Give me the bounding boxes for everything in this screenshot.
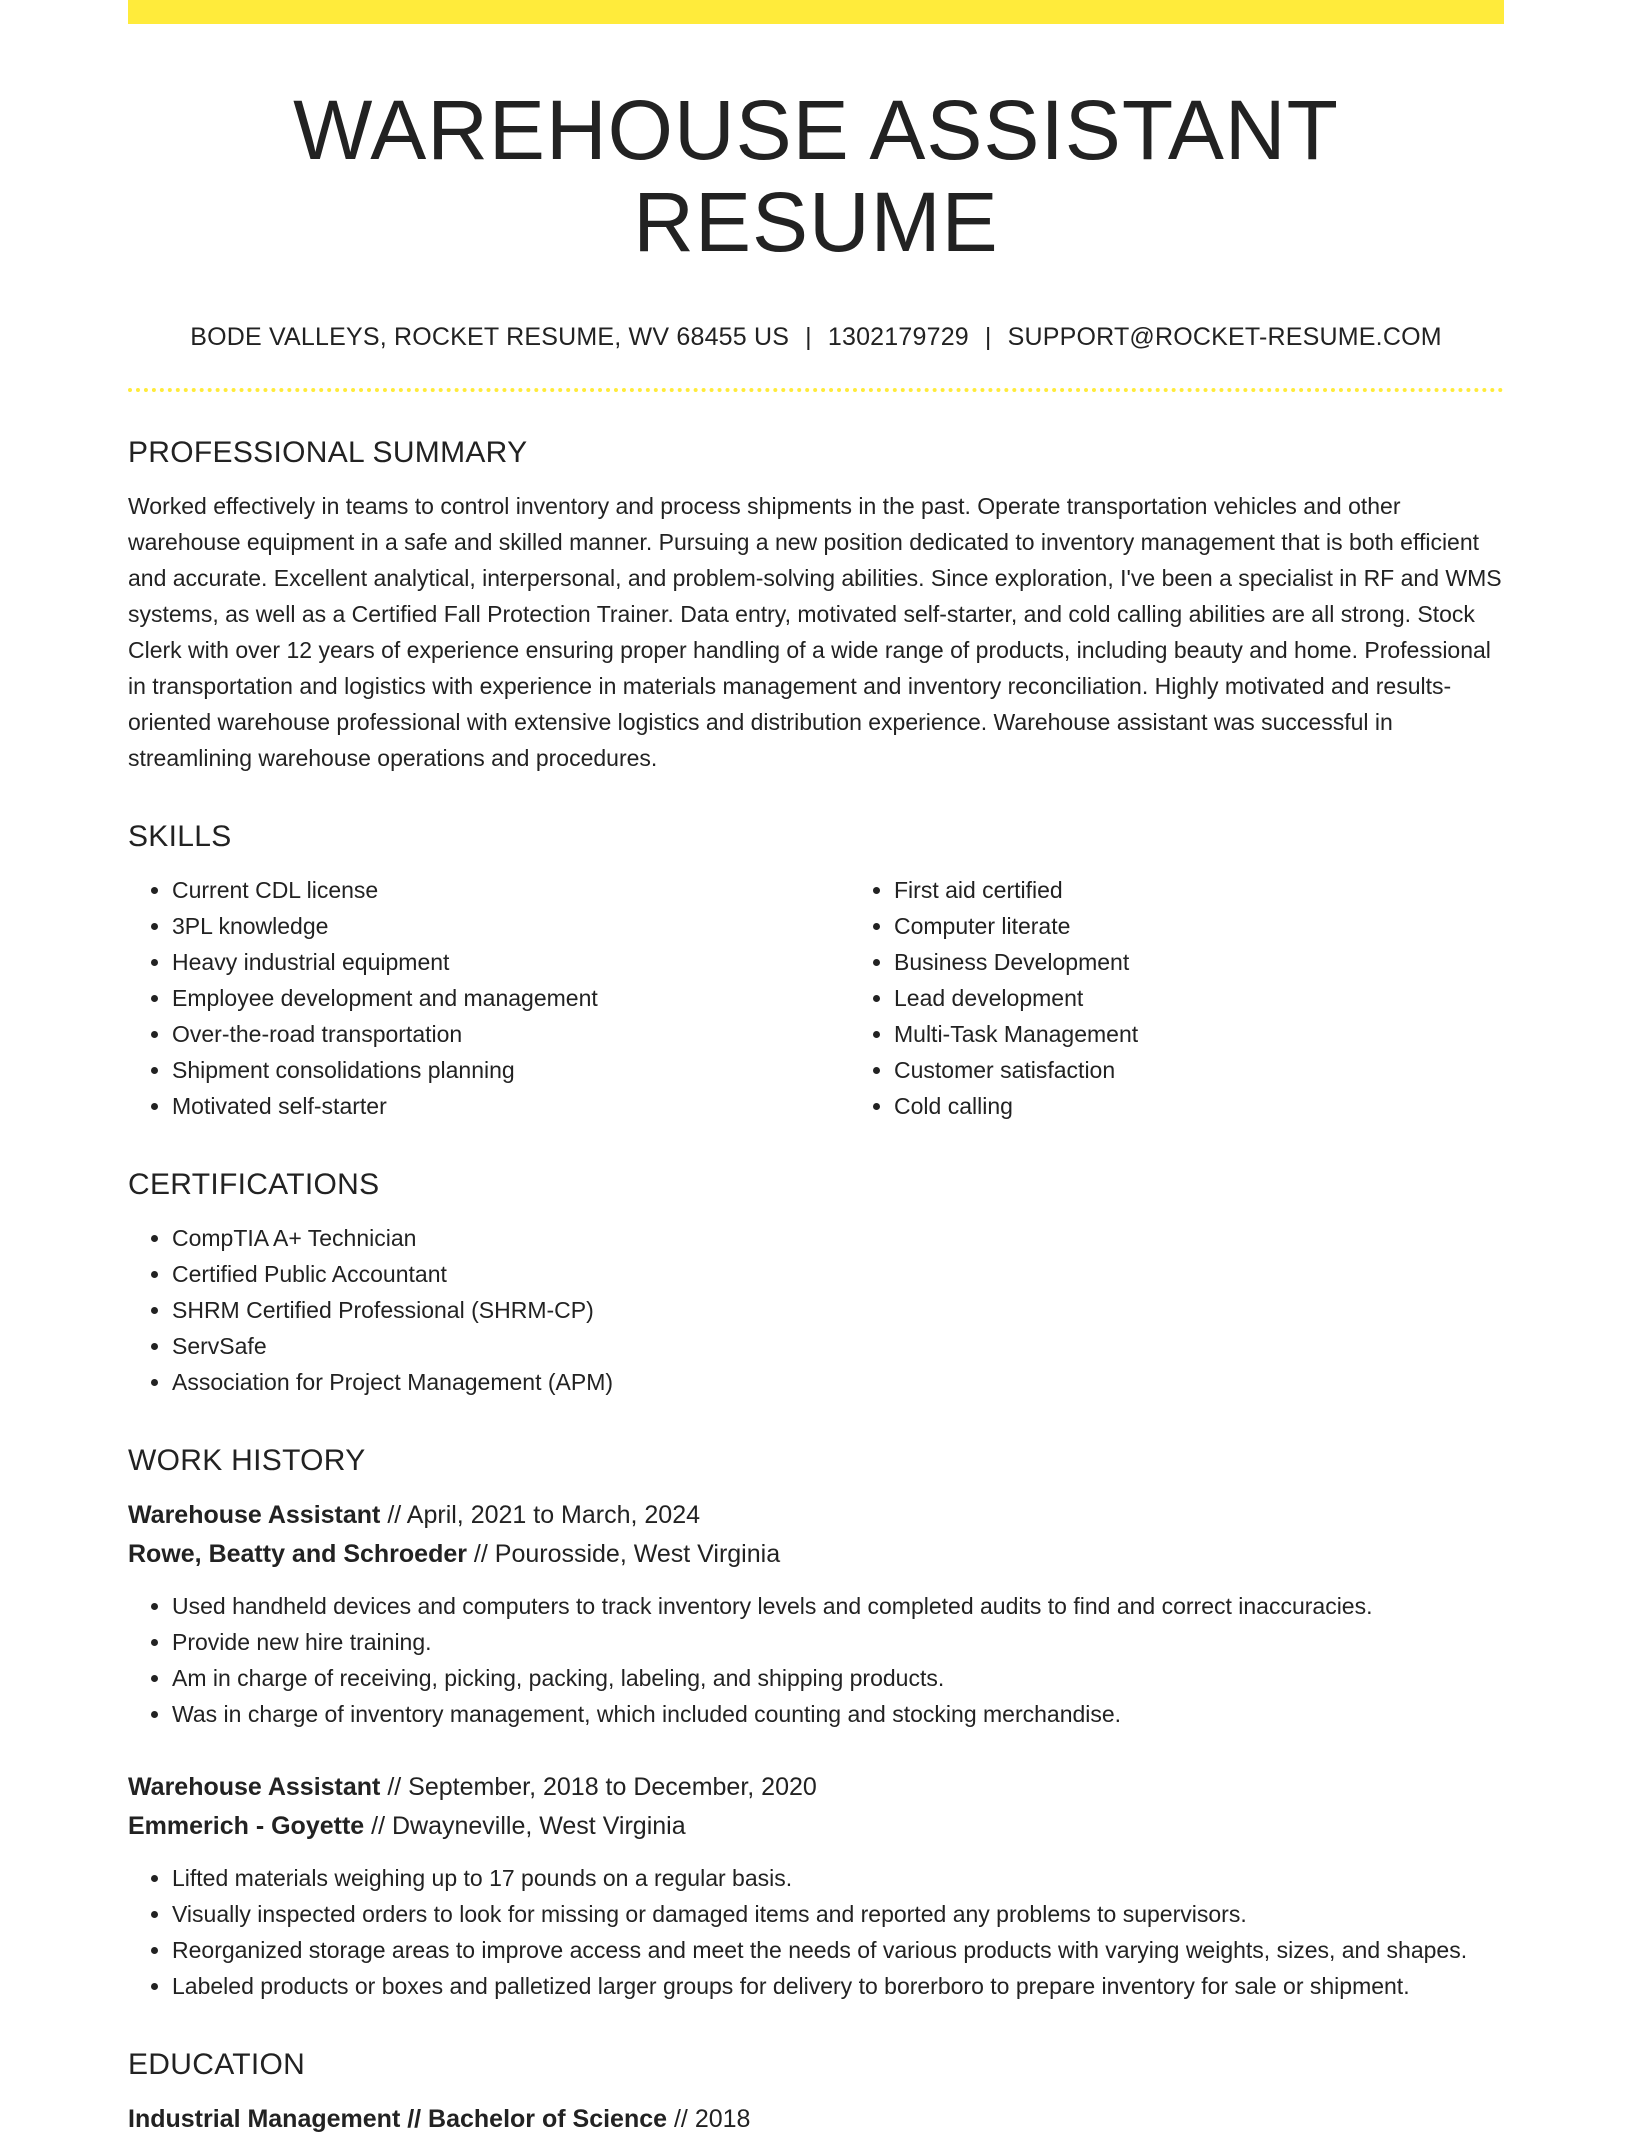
job-entry	[128, 1496, 1504, 1732]
skills-list-right	[850, 872, 1572, 1124]
skill-item: • Business Development	[894, 944, 1572, 980]
skill-item: • Employee development and management	[172, 980, 850, 1016]
job-company-line	[128, 1807, 1504, 1846]
job-entry	[128, 1768, 1504, 2004]
contact-address: BODE VALLEYS, ROCKET RESUME, WV 68455 US	[190, 322, 790, 351]
work-history-heading: WORK HISTORY	[128, 1443, 366, 1477]
certification-item: • Association for Project Management (APM)	[172, 1364, 1504, 1400]
job-duty: • Lifted materials weighing up to 17 pounds on a regular basis.	[172, 1860, 1504, 1896]
education-entry	[128, 2100, 1504, 2139]
dotted-divider	[128, 388, 1504, 392]
contact-line	[128, 323, 1504, 352]
job-duty: • Labeled products or boxes and palletized larger groups for delivery to borerboro to prepare inventory for sale or shipment.	[172, 1968, 1504, 2004]
certification-item: • CompTIA A+ Technician	[172, 1220, 1504, 1256]
job-title-line	[128, 1768, 1504, 1807]
skills-columns	[128, 872, 1504, 1124]
skill-item: • Shipment consolidations planning	[172, 1052, 850, 1088]
resume-title: WAREHOUSE ASSISTANT RESUME	[293, 83, 1339, 270]
skill-item: • Heavy industrial equipment	[172, 944, 850, 980]
job-duties-list	[128, 1860, 1504, 2004]
certifications-list	[128, 1220, 1504, 1400]
job-location: // Pourosside, West Virginia	[466, 1539, 781, 1568]
summary-text: Worked effectively in teams to control inventory and process shipments in the past. Operate transportation vehicles and other warehouse equipment in a safe and skilled manner. Pursuing a new position dedicated to inventory management that is both efficient and accurate. Excellent analytical, interpersonal, and problem-solving abilities. Since exploration, I've been a specialist in RF and WMS systems, as well as a Certified Fall Protection Trainer. Data entry, motivated self-starter, and cold calling abilities are all strong. Stock Clerk with over 12 years of experience ensuring proper handling of a wide range of products, including beauty and home. Professional in transportation and logistics with experience in materials management and inventory reconciliation. Highly motivated and results-oriented warehouse professional with extensive logistics and distribution experience. Warehouse assistant was successful in streamlining warehouse operations and procedures.	[128, 492, 1502, 771]
job-title: Warehouse Assistant	[128, 1772, 381, 1801]
education-heading: EDUCATION	[128, 2047, 306, 2081]
education-year: // 2018	[667, 2104, 751, 2133]
skills-section	[128, 820, 1504, 1124]
certification-item: • ServSafe	[172, 1328, 1504, 1364]
summary-section	[128, 436, 1504, 776]
job-company: Emmerich - Goyette	[128, 1811, 365, 1840]
contact-phone: 1302179729	[827, 322, 969, 351]
skill-item: • Motivated self-starter	[172, 1088, 850, 1124]
contact-separator: |	[984, 322, 992, 351]
certification-item: • Certified Public Accountant	[172, 1256, 1504, 1292]
education-section	[128, 2048, 1504, 2139]
skill-item: • First aid certified	[894, 872, 1572, 908]
certifications-section	[128, 1168, 1504, 1400]
skills-heading: SKILLS	[128, 819, 232, 853]
contact-separator: |	[805, 322, 812, 351]
skill-item: • 3PL knowledge	[172, 908, 850, 944]
job-duty: • Used handheld devices and computers to track inventory levels and completed audits to find and correct inaccuracies.	[172, 1588, 1504, 1624]
skill-item: • Customer satisfaction	[894, 1052, 1572, 1088]
certification-item: • SHRM Certified Professional (SHRM-CP)	[172, 1292, 1504, 1328]
job-title-line	[128, 1496, 1504, 1535]
job-company: Rowe, Beatty and Schroeder	[128, 1539, 467, 1568]
job-duties-list	[128, 1588, 1504, 1732]
job-duty: • Reorganized storage areas to improve access and meet the needs of various products with varying weights, sizes, and shapes.	[172, 1932, 1504, 1968]
job-dates: // April, 2021 to March, 2024	[380, 1500, 701, 1529]
skill-item: • Cold calling	[894, 1088, 1572, 1124]
job-duty: • Am in charge of receiving, picking, packing, labeling, and shipping products.	[172, 1660, 1504, 1696]
job-company-line	[128, 1535, 1504, 1574]
contact-email: SUPPORT@ROCKET-RESUME.COM	[1007, 322, 1442, 351]
certifications-heading: CERTIFICATIONS	[128, 1167, 380, 1201]
resume-content	[128, 24, 1504, 2139]
skill-item: • Multi-Task Management	[894, 1016, 1572, 1052]
education-degree: Industrial Management // Bachelor of Science	[128, 2104, 668, 2133]
skill-item: • Current CDL license	[172, 872, 850, 908]
job-duty: • Was in charge of inventory management, which included counting and stocking merchandise.	[172, 1696, 1504, 1732]
work-history-section	[128, 1444, 1504, 2004]
job-location: // Dwayneville, West Virginia	[364, 1811, 686, 1840]
job-title: Warehouse Assistant	[128, 1500, 381, 1529]
skills-list-left	[128, 872, 850, 1124]
job-duty: • Provide new hire training.	[172, 1624, 1504, 1660]
accent-top-bar	[128, 0, 1504, 24]
job-dates: // September, 2018 to December, 2020	[380, 1772, 817, 1801]
summary-heading: PROFESSIONAL SUMMARY	[128, 435, 528, 469]
skill-item: • Lead development	[894, 980, 1572, 1016]
skill-item: • Computer literate	[894, 908, 1572, 944]
job-duty: • Visually inspected orders to look for missing or damaged items and reported any problems to supervisors.	[172, 1896, 1504, 1932]
skill-item: • Over-the-road transportation	[172, 1016, 850, 1052]
